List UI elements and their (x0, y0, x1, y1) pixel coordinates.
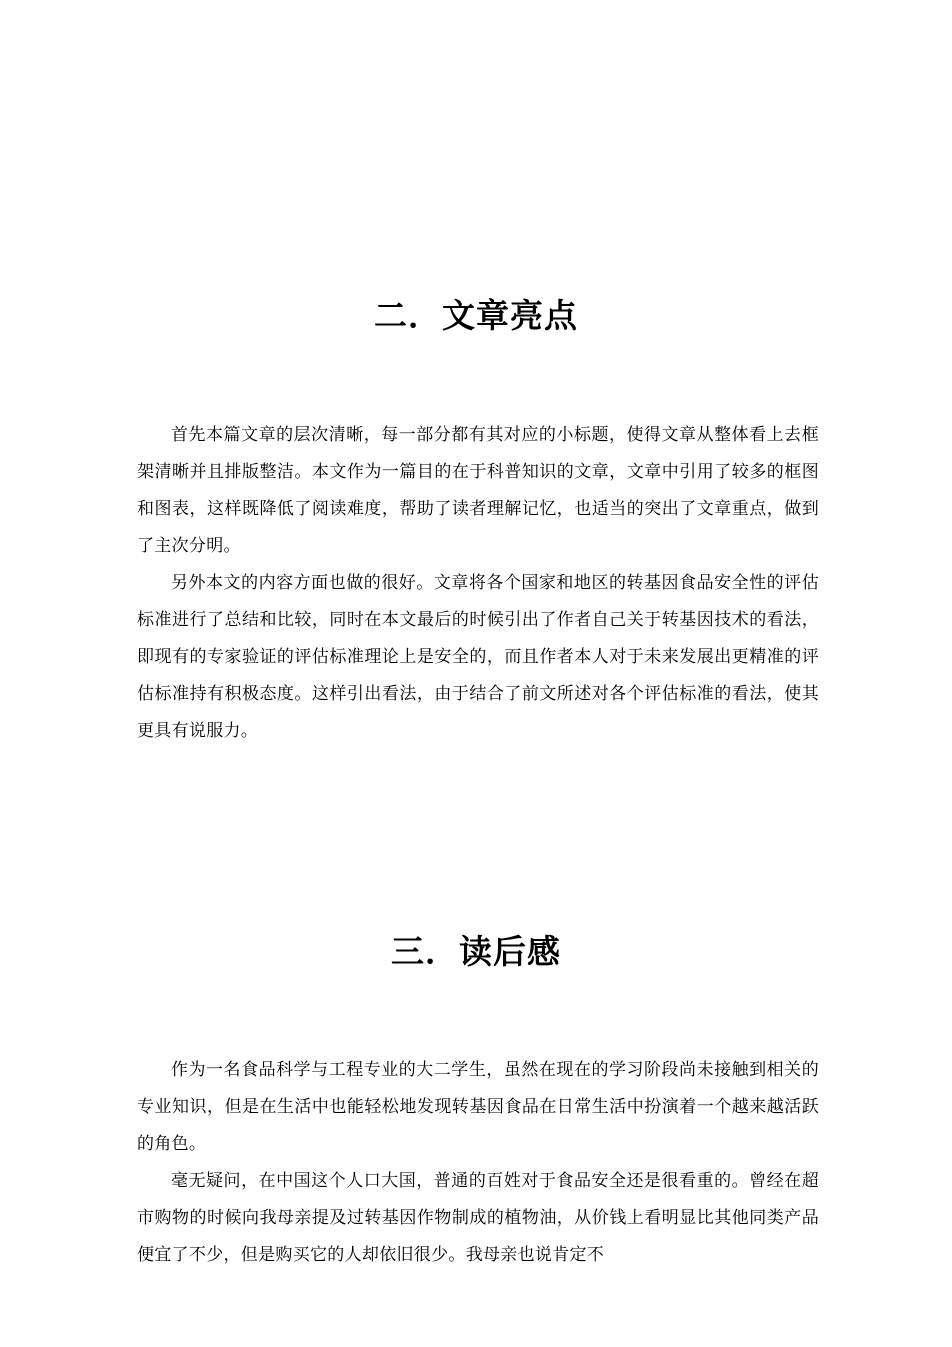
paragraph: 另外本文的内容方面也做的很好。文章将各个国家和地区的转基因食品安全性的评估标准进行了总结和比较，同时在本文最后的时候引出了作者自己关于转基因技术的看法，即现有的专家验证的评估标准理论上是安全的，而且作者本人对于未来发展出更精准的评估标准持有积极态度。这样引出看法，由于结合了前文所述对各个评估标准的看法，使其更具有说服力。 (137, 573, 819, 741)
section-body-reflection (137, 1052, 819, 1274)
section-body-highlights (137, 417, 819, 750)
paragraph: 作为一名食品科学与工程专业的大二学生，虽然在现在的学习阶段尚未接触到相关的专业知识，但是在生活中也能轻松地发现转基因食品在日常生活中扮演着一个越来越活跃的角色。 (137, 1060, 819, 1154)
section-title-reflection: 三．读后感 (391, 932, 561, 971)
paragraph: 毫无疑问，在中国这个人口大国，普通的百姓对于食品安全还是很看重的。曾经在超市购物的时候向我母亲提及过转基因作物制成的植物油，从价钱上看明显比其他同类产品便宜了不少，但是购买它的人却依旧很少。我母亲也说肯定不 (137, 1171, 819, 1265)
section-title-highlights: 二．文章亮点 (374, 296, 578, 335)
paragraph: 首先本篇文章的层次清晰，每一部分都有其对应的小标题，使得文章从整体看上去框架清晰并且排版整洁。本文作为一篇目的在于科普知识的文章，文章中引用了较多的框图和图表，这样既降低了阅读难度，帮助了读者理解记忆，也适当的突出了文章重点，做到了主次分明。 (137, 425, 819, 556)
